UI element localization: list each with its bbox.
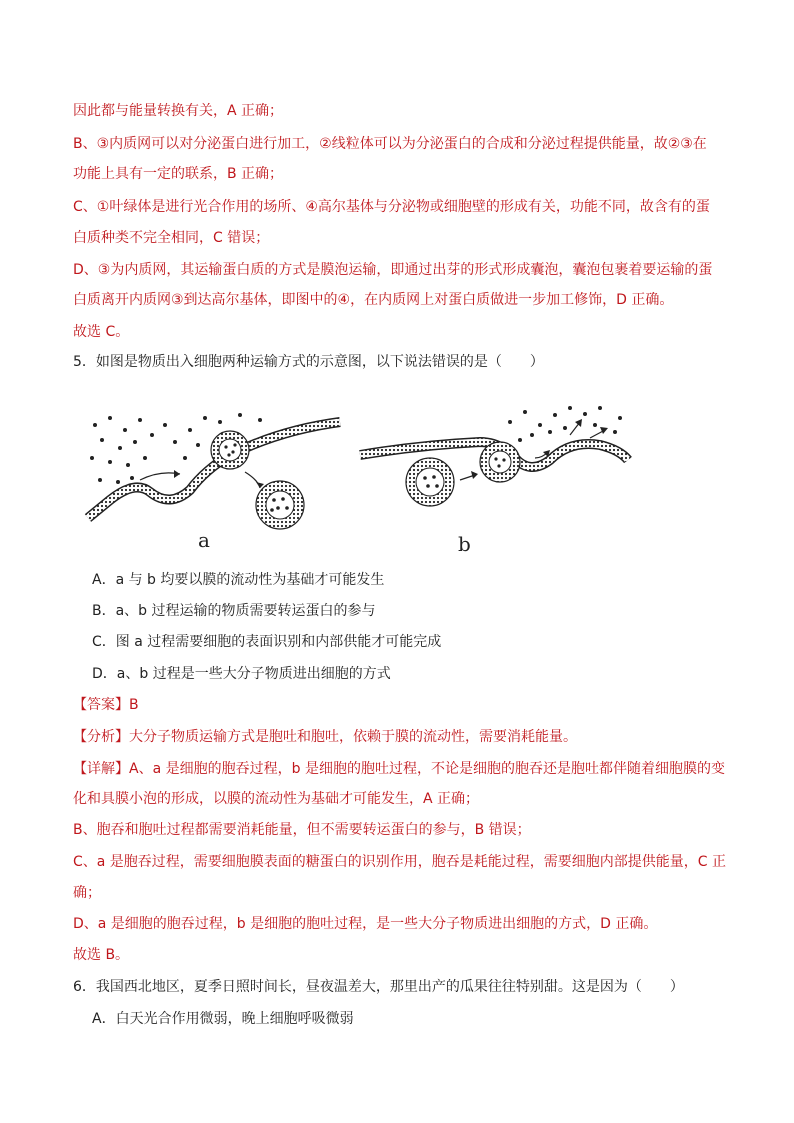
explanation-line-7: 白质离开内质网③到达高尔基体，即图中的④，在内质网上对蛋白质做进一步加工修饰，D 正确。	[73, 292, 674, 308]
explanation-line-3: 功能上具有一定的联系，B 正确；	[73, 166, 284, 182]
question-5-stem: 5．如图是物质出入细胞两种运输方式的示意图，以下说法错误的是（ ）	[73, 354, 544, 370]
detail-line-6: D、a 是细胞的胞吞过程，b 是细胞的胞吐过程，是一些大分子物质进出细胞的方式，D 正确。	[73, 916, 658, 932]
q6-option-a: A．白天光合作用微弱，晚上细胞呼吸微弱	[92, 1011, 354, 1027]
conclusion-prev: 故选 C。	[73, 324, 130, 340]
explanation-line-1: 因此都与能量转换有关，A 正确；	[73, 103, 284, 119]
figure-label-b: b	[458, 532, 471, 556]
analysis-text: 【分析】大分子物质运输方式是胞吐和胞吐，依赖于膜的流动性，需要消耗能量。	[73, 729, 577, 745]
option-b: B．a、b 过程运输的物质需要转运蛋白的参与	[92, 603, 376, 619]
option-c: C．图 a 过程需要细胞的表面识别和内部供能才可能完成	[92, 634, 442, 650]
option-a: A．a 与 b 均要以膜的流动性为基础才可能发生	[92, 572, 385, 588]
explanation-line-5: 白质种类不完全相同，C 错误；	[73, 230, 270, 246]
question-6-stem: 6．我国西北地区，夏季日照时间长，昼夜温差大，那里出产的瓜果往往特别甜。这是因为（ ）	[73, 979, 684, 995]
detail-line-4: C、a 是胞吞过程，需要细胞膜表面的糖蛋白的识别作用，胞吞是耗能过程，需要细胞内部提供能量，C 正	[73, 854, 727, 870]
transport-figure	[80, 400, 640, 560]
detail-line-1: 【详解】A、a 是细胞的胞吞过程，b 是细胞的胞吐过程，不论是细胞的胞吞还是胞吐都伴随着细胞膜的变	[73, 761, 725, 777]
figure-label-a: a	[198, 528, 210, 552]
explanation-line-4: C、①叶绿体是进行光合作用的场所、④高尔基体与分泌物或细胞壁的形成有关，功能不同，故含有的蛋	[73, 199, 710, 215]
detail-line-3: B、胞吞和胞吐过程都需要消耗能量，但不需要转运蛋白的参与，B 错误；	[73, 822, 531, 838]
detail-line-2: 化和具膜小泡的形成，以膜的流动性为基础才可能发生，A 正确；	[73, 791, 480, 807]
detail-line-5: 确；	[73, 885, 101, 901]
answer-label: 【答案】B	[73, 697, 139, 713]
particles-b	[508, 406, 622, 442]
option-d: D．a、b 过程是一些大分子物质进出细胞的方式	[92, 666, 391, 682]
conclusion-q5: 故选 B。	[73, 947, 130, 963]
explanation-line-2: B、③内质网可以对分泌蛋白进行加工，②线粒体可以为分泌蛋白的合成和分泌过程提供能量，故②③在	[73, 136, 707, 152]
transport-diagram	[80, 400, 640, 560]
explanation-line-6: D、③为内质网，其运输蛋白质的方式是膜泡运输，即通过出芽的形式形成囊泡，囊泡包裹着要运输的蛋	[73, 262, 713, 278]
